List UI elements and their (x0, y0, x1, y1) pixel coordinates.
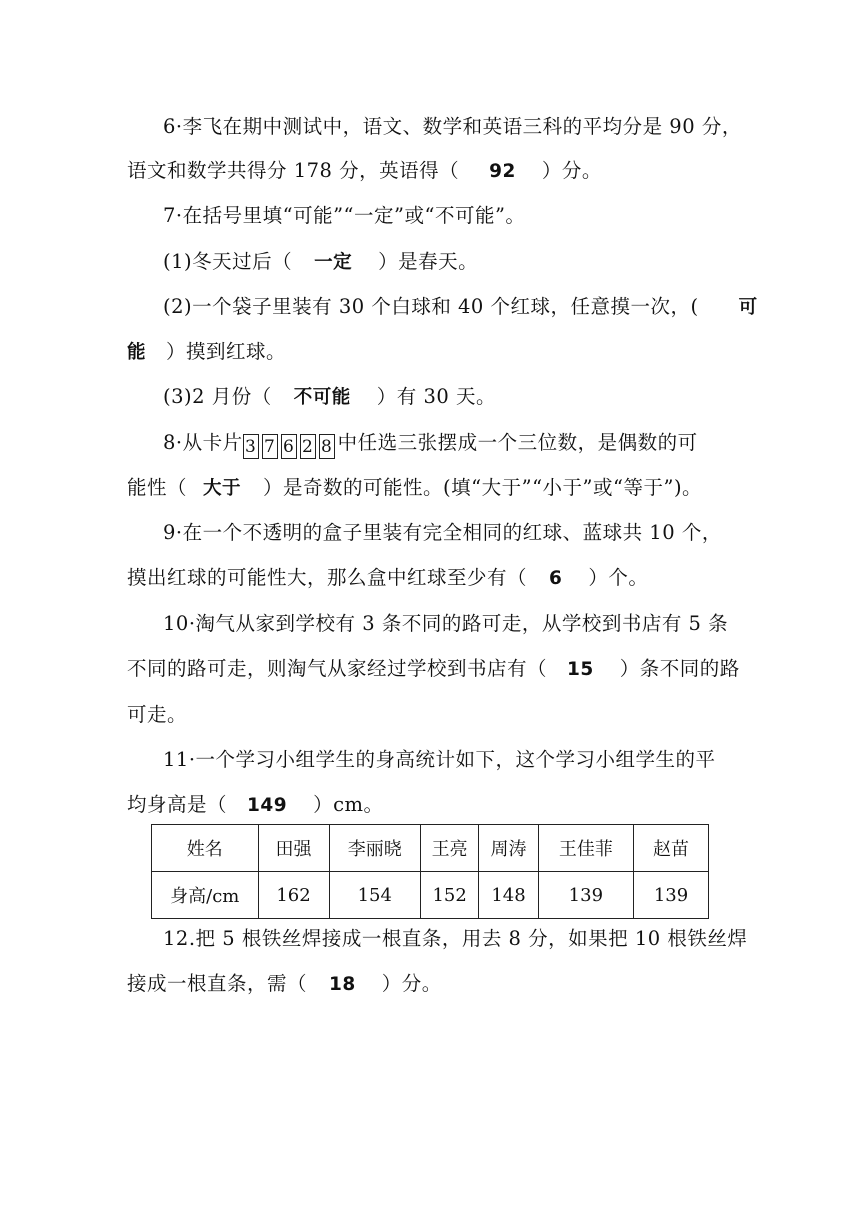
q10-line2 (127, 656, 740, 683)
q8-line2-pre: 能性（ (127, 476, 188, 499)
q12-answer: 18 (329, 974, 356, 995)
q11-line2-pre: 均身高是（ (127, 793, 228, 816)
q7-part3 (163, 384, 496, 411)
q6-text-pre: 语文和数学共得分 178 分，英语得（ (127, 159, 460, 182)
table-row (152, 872, 709, 919)
q9-line2-pre: 摸出红球的可能性大，那么盒中红球至少有（ (127, 566, 528, 589)
q7-part3-post: ）有 30 天。 (376, 385, 496, 408)
q7-part2-line2 (127, 339, 286, 366)
q7-part1-pre: (1)冬天过后（ (163, 250, 293, 273)
q11-line2 (127, 792, 384, 819)
q11-line2-post: ）cm。 (313, 793, 384, 816)
q10-line2-pre: 不同的路可走，则淘气从家经过学校到书店有（ (127, 657, 548, 680)
table-cell: 田强 (258, 825, 329, 872)
height-table (151, 824, 709, 919)
q12-line2 (127, 971, 442, 998)
q9-answer: 6 (549, 568, 563, 589)
q7-part2-pre: (2)一个袋子里装有 30 个白球和 40 个红球，任意摸一次，( (163, 295, 699, 318)
q6-answer: 92 (489, 161, 516, 182)
table-cell: 周涛 (479, 825, 538, 872)
table-cell: 姓名 (152, 825, 259, 872)
q8-text-mid: 中任选三张摆成一个三位数，是偶数的可 (337, 431, 698, 454)
q11-line1: 11·一个学习小组学生的身高统计如下，这个学习小组学生的平 (163, 748, 716, 771)
q7-part2-post: ）摸到红球。 (166, 340, 287, 363)
table-cell: 王亮 (420, 825, 478, 872)
number-card: 3 (243, 434, 259, 459)
table-cell: 李丽晓 (329, 825, 420, 872)
q7-part3-pre: (3)2 月份（ (163, 385, 272, 408)
table-cell: 王佳菲 (538, 825, 633, 872)
q11-answer: 149 (247, 795, 288, 816)
q9-line2 (127, 565, 648, 592)
q7-part1-answer: 一定 (314, 252, 353, 273)
q8-answer: 大于 (203, 478, 242, 499)
q8-line2 (127, 475, 702, 502)
q12-line2-post: ）分。 (381, 972, 442, 995)
table-cell: 身高/cm (152, 872, 259, 919)
table-cell: 162 (258, 872, 329, 919)
q6-line1: 6·李飞在期中测试中，语文、数学和英语三科的平均分是 90 分， (163, 115, 742, 138)
table-cell: 152 (420, 872, 478, 919)
table-header-row (152, 825, 709, 872)
q6-text-post: ）分。 (541, 159, 602, 182)
q6-line2 (127, 158, 602, 185)
number-card: 2 (300, 434, 316, 459)
q7-part1-post: ）是春天。 (378, 250, 479, 273)
q7-part2-answer-b: 能 (127, 342, 147, 363)
table-cell: 154 (329, 872, 420, 919)
table-cell: 139 (634, 872, 709, 919)
q10-line1: 10·淘气从家到学校有 3 条不同的路可走，从学校到书店有 5 条 (163, 612, 729, 635)
q10-line3: 可走。 (127, 703, 188, 726)
number-card: 6 (281, 434, 297, 459)
q7-part2-answer-a: 可 (738, 297, 758, 318)
q8-line1 (163, 430, 698, 459)
q7-part1 (163, 249, 478, 276)
number-card: 8 (319, 434, 335, 459)
q8-text-pre: 8·从卡片 (163, 431, 243, 454)
q7-part3-answer: 不可能 (293, 387, 351, 408)
q10-line2-post: ）条不同的路 (619, 657, 740, 680)
q10-answer: 15 (567, 659, 594, 680)
table-cell: 赵苗 (634, 825, 709, 872)
q9-line1: 9·在一个不透明的盒子里装有完全相同的红球、蓝球共 10 个， (163, 521, 722, 544)
q8-line2-post: ）是奇数的可能性。(填“大于”“小于”或“等于”)。 (263, 476, 703, 499)
q7-part2-line1 (163, 294, 758, 321)
q7-prompt: 7·在括号里填“可能”“一定”或“不可能”。 (163, 204, 526, 227)
table-cell: 148 (479, 872, 538, 919)
q9-line2-post: ）个。 (588, 566, 649, 589)
table-cell: 139 (538, 872, 633, 919)
q12-line1: 12.把 5 根铁丝焊接成一根直条，用去 8 分，如果把 10 根铁丝焊 (163, 927, 748, 950)
number-card: 7 (262, 434, 278, 459)
q12-line2-pre: 接成一根直条，需（ (127, 972, 308, 995)
